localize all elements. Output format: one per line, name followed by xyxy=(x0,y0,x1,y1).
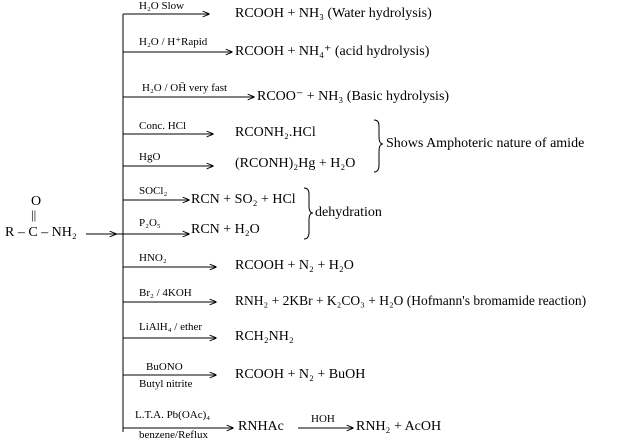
reagent-buono-name: Butyl nitrite xyxy=(139,378,193,390)
label-dehydration: dehydration xyxy=(315,205,382,220)
product-p2o5: RCN + H₂O xyxy=(191,222,260,237)
reagent-lialh4: LiAlH₄ / ether xyxy=(139,321,203,333)
reagent-water: H₂O Slow xyxy=(139,0,185,12)
product-hcl: RCONH₂.HCl xyxy=(235,125,316,140)
product-lialh4: RCH₂NH₂ xyxy=(235,329,294,344)
product-hno2: RCOOH + N₂ + H₂O xyxy=(235,258,354,273)
reagent-lta-solvent: benzene/Reflux xyxy=(139,429,209,441)
reagent-hcl: Conc. HCl xyxy=(139,120,187,132)
intermediate-rnhac: RNHAc xyxy=(238,419,284,434)
reagent-hgo: HgO xyxy=(139,151,161,163)
reagent-p2o5: P₂O₅ xyxy=(139,217,161,229)
carbonyl-oxygen: O xyxy=(31,194,42,209)
reagent-hno2: HNO₂ xyxy=(139,252,167,264)
label-amphoteric: Shows Amphoteric nature of amide xyxy=(386,136,585,151)
product-hgo: (RCONH)₂Hg + H₂O xyxy=(235,156,356,171)
product-water: RCOOH + NH₃ (Water hydrolysis) xyxy=(235,6,432,21)
reagent-buono: BuONO xyxy=(146,361,183,373)
carbonyl-double-bond: || xyxy=(31,207,37,222)
product-lta: RNH₂ + AcOH xyxy=(356,419,442,434)
product-acid: RCOOH + NH₄⁺ (acid hydrolysis) xyxy=(235,44,430,59)
brace-dehydration xyxy=(304,188,313,239)
amide-formula: R – C – NH₂ xyxy=(5,225,77,240)
product-buono: RCOOH + N₂ + BuOH xyxy=(235,367,366,382)
reagent-hoh: HOH xyxy=(311,413,335,425)
reagent-acid: H₂O / H⁺Rapid xyxy=(139,36,208,48)
product-hofmann: RNH₂ + 2KBr + K₂CO₃ + H₂O (Hofmann's bromamide reaction) xyxy=(235,293,587,308)
reagent-basic: H₂O / OH̄ very fast xyxy=(142,82,228,94)
reagent-br2: Br₂ / 4KOH xyxy=(139,287,192,299)
product-socl2: RCN + SO₂ + HCl xyxy=(191,192,296,207)
brace-amphoteric xyxy=(374,120,383,172)
product-basic: RCOO⁻ + NH₃ (Basic hydrolysis) xyxy=(257,89,450,104)
reagent-lta: L.T.A. Pb(OAc)₄ xyxy=(135,409,211,421)
reagent-socl2: SOCl₂ xyxy=(139,185,168,197)
